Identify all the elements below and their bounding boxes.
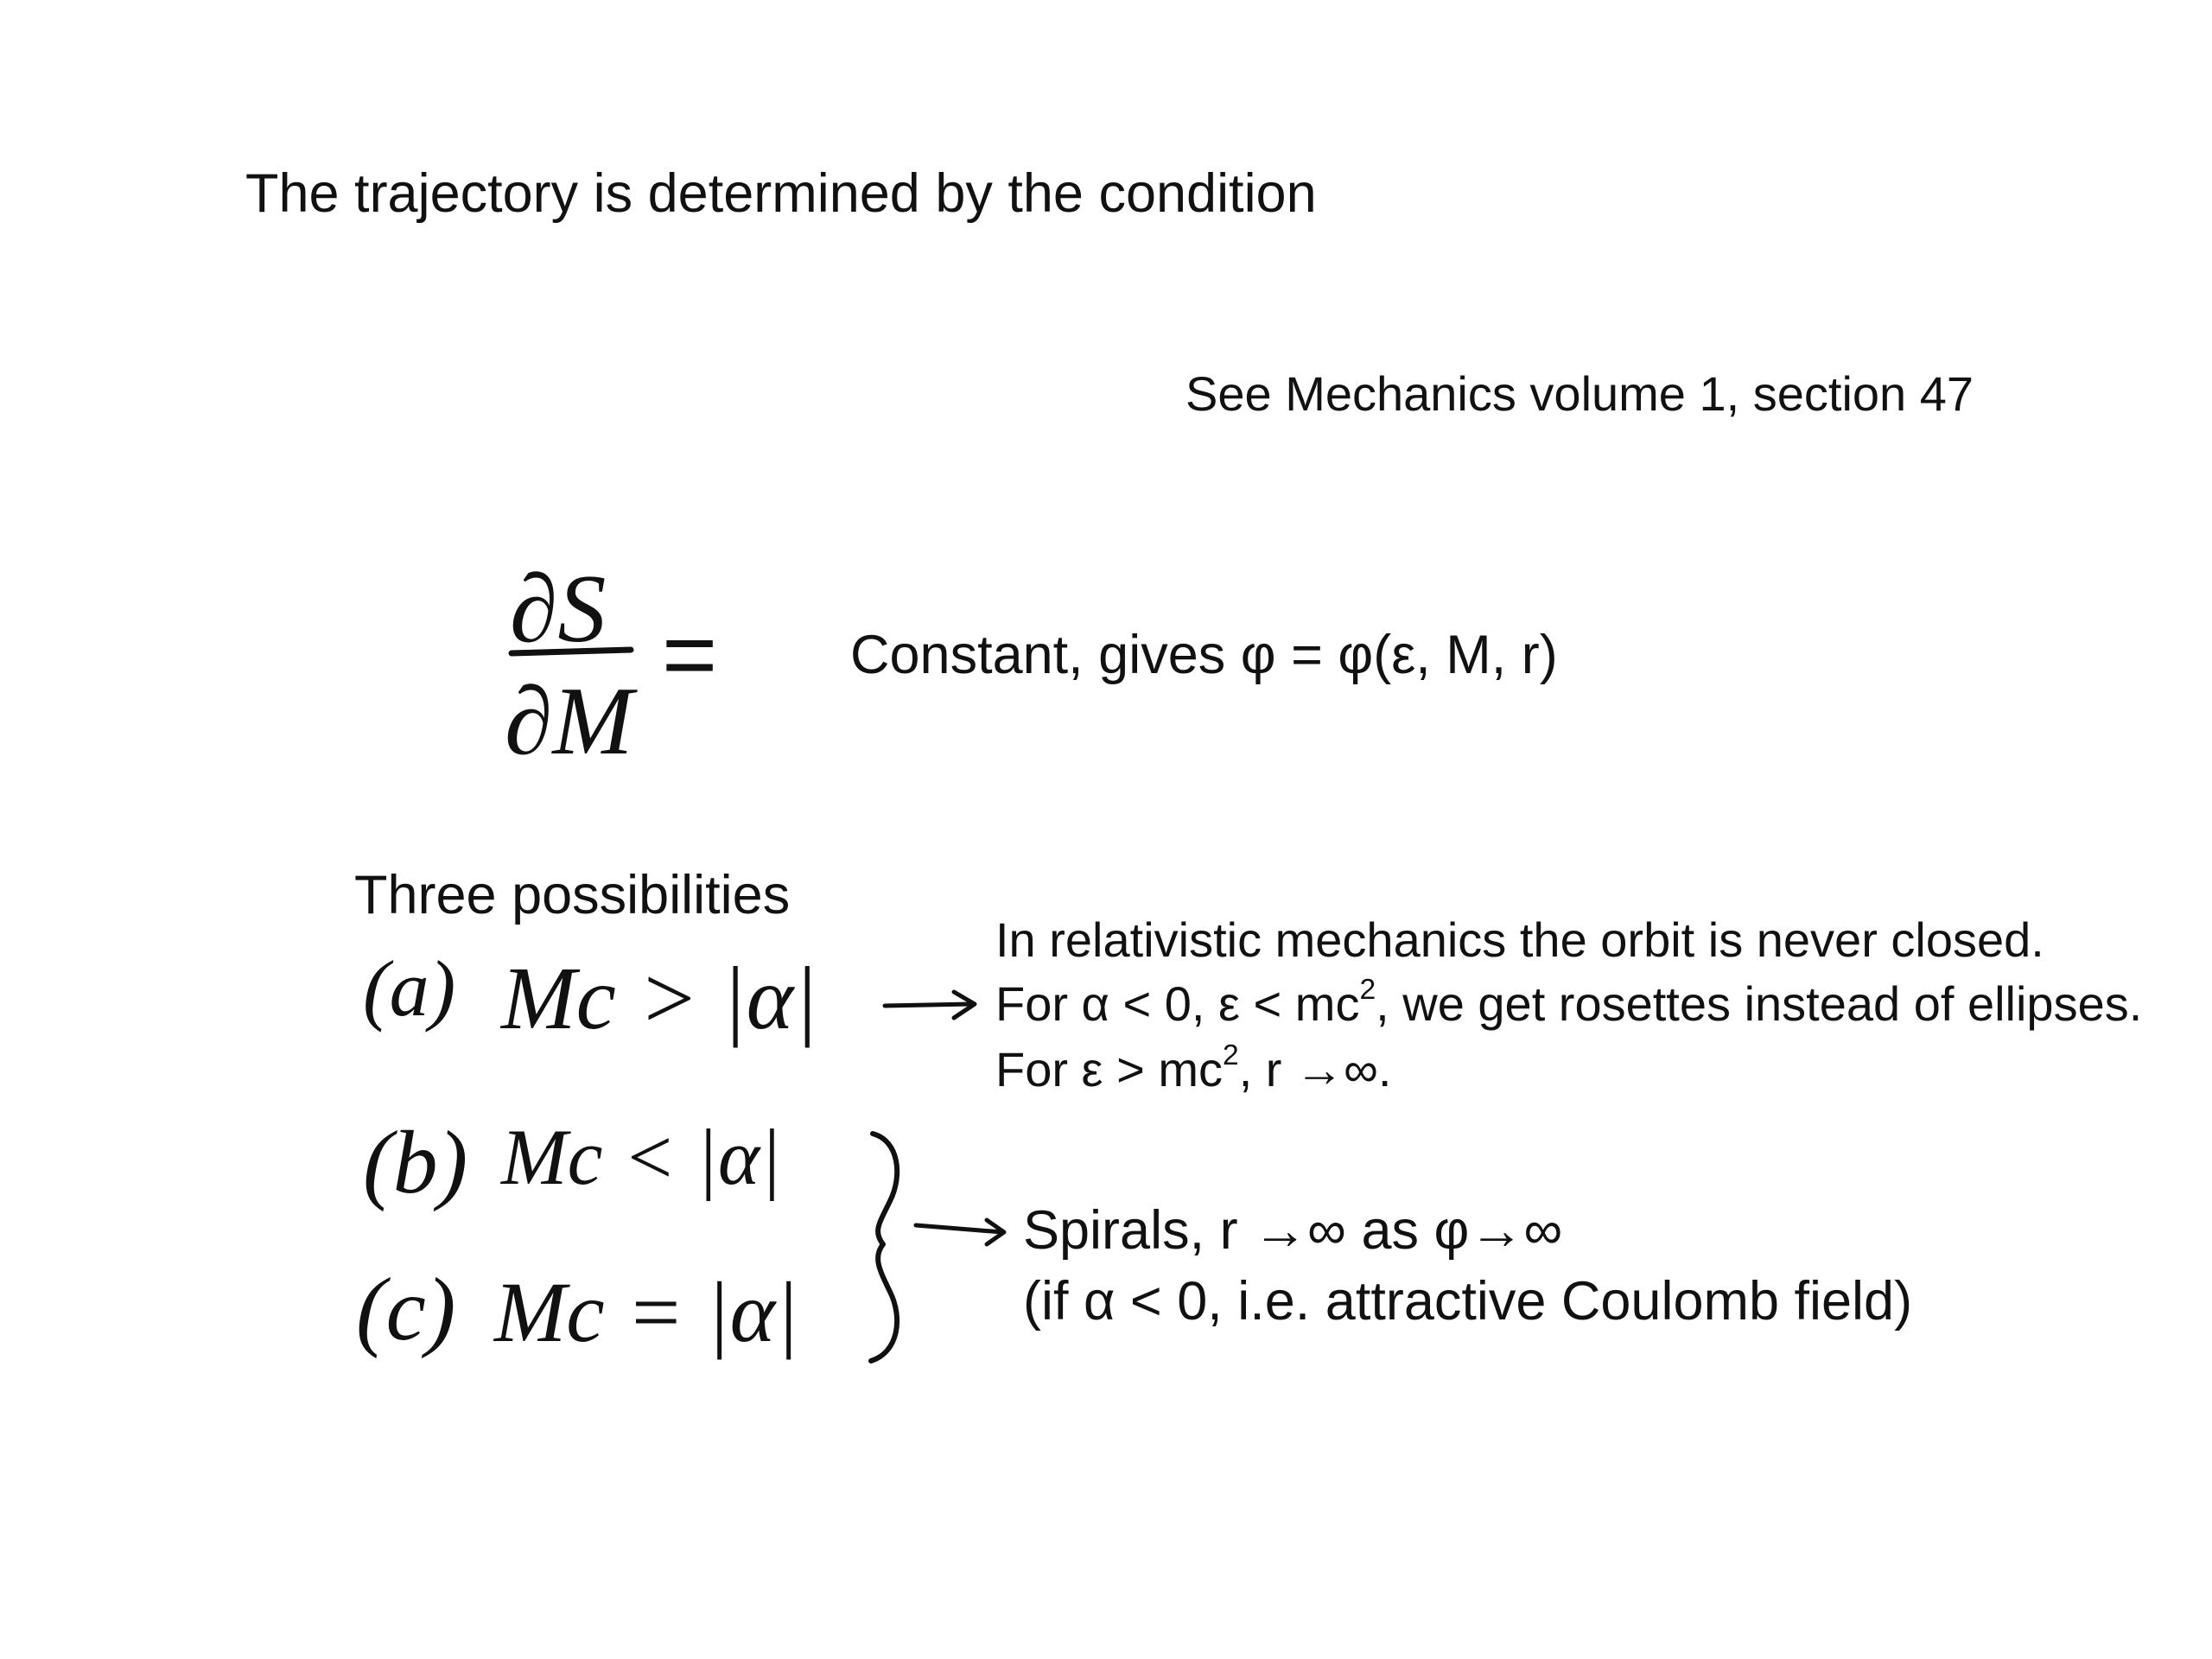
case-a-note-3-sup: 2: [1223, 1039, 1239, 1071]
case-a-note-3-suffix: , r →∞.: [1238, 1042, 1392, 1096]
case-a-note-2: [995, 973, 2143, 1032]
case-b: [363, 1097, 864, 1227]
case-a-arrow: [881, 985, 985, 1028]
cases-bc-arrow: [916, 1225, 1002, 1232]
case-bc-note-1: Spirals, r →∞ as φ→∞: [1023, 1200, 1563, 1261]
equation-numerator: ∂S: [510, 556, 607, 663]
case-a-note-2-prefix: For α < 0, ε < mc: [995, 976, 1360, 1031]
case-a-note-3-prefix: For ε > mc: [995, 1042, 1223, 1096]
intro-text: The trajectory is determined by the condition: [245, 163, 1317, 224]
case-c: [356, 1244, 857, 1374]
equation-denominator: ∂M: [505, 668, 633, 775]
case-b-condition: Mc < |α|: [501, 1113, 782, 1201]
equation-rhs: Constant, gives φ = φ(ε, M, r): [850, 625, 1558, 685]
case-a-label: (a): [363, 944, 456, 1033]
equation-equals: =: [662, 601, 718, 708]
possibilities-heading: Three possibilities: [354, 865, 791, 925]
case-b-label: (b): [363, 1113, 468, 1212]
case-a-note-2-suffix: , we get rosettes instead of ellipses.: [1376, 976, 2143, 1031]
case-c-label: (c): [356, 1260, 456, 1359]
equation-fraction: [493, 544, 752, 778]
case-a-note-3: [995, 1039, 1392, 1097]
case-bc-note-2: (if α < 0, i.e. attractive Coulomb field): [1023, 1271, 1913, 1332]
case-a-note-1: In relativistic mechanics the orbit is never closed.: [995, 912, 2044, 967]
case-a-condition: Mc > |α|: [501, 949, 818, 1048]
reference-text: See Mechanics volume 1, section 47: [1185, 366, 1974, 421]
case-a-note-2-sup: 2: [1359, 973, 1376, 1006]
cases-bc-brace: [855, 1123, 1028, 1374]
case-c-condition: Mc = |α|: [494, 1264, 799, 1360]
case-a: [363, 933, 864, 1063]
